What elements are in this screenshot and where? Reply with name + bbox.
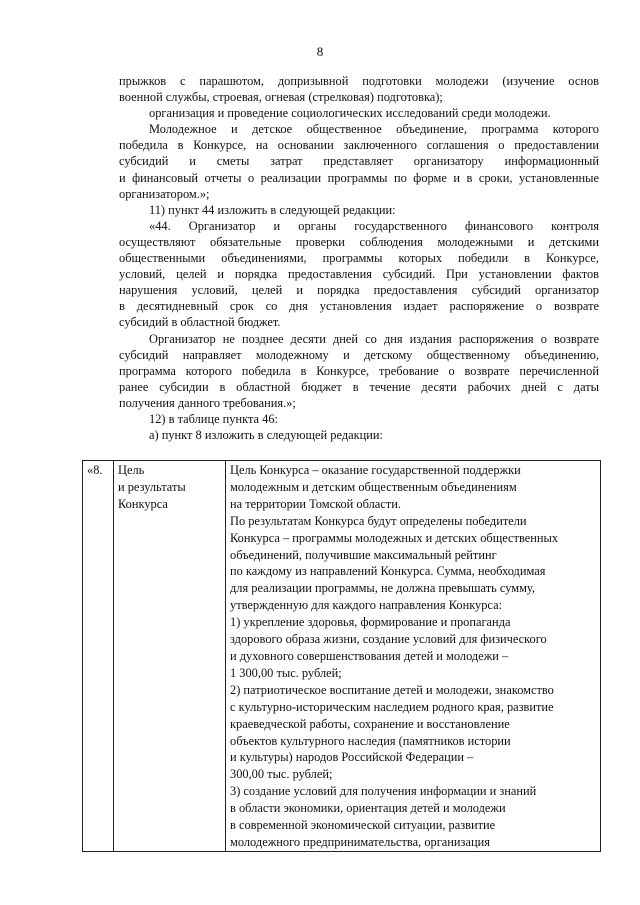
row-title-cell [114, 461, 226, 852]
content-line: краеведческой работы, сохранение и восстановление [230, 716, 510, 731]
amendment-table [82, 460, 601, 852]
table-row [83, 461, 601, 852]
body-line: «44. Организатор и органы государственного финансового контроля [149, 218, 599, 233]
content-line: объединений, получившие максимальный рейтинг [230, 547, 497, 562]
row-number: «8. [87, 463, 103, 477]
content-line: объектов культурного наследия (памятников истории [230, 733, 511, 748]
body-line: получения данного требования.»; [119, 395, 296, 410]
content-line: утвержденную для каждого направления Конкурса: [230, 598, 503, 613]
body-line: условий, целей и порядка предоставления субсидий. При установлении фактов [119, 267, 599, 282]
content-line: в области экономики, ориентация детей и молодежи [230, 801, 506, 816]
page-number: 8 [316, 44, 324, 59]
content-line: Цель Конкурса – оказание государственной поддержки [230, 463, 521, 477]
content-line: в современной экономической ситуации, развитие [230, 818, 496, 833]
body-line: в десятидневный срок со дня установления издает распоряжение о возврате [119, 299, 599, 314]
row-title-line: Конкурса [118, 496, 168, 511]
content-line: на территории Томской области. [230, 496, 401, 511]
content-line: по каждому из направлений Конкурса. Сумма, необходимая [230, 564, 546, 579]
body-line: программа которого победила в Конкурсе, требование о возврате перечисленной [119, 363, 599, 378]
content-line: Конкурса – программы молодежных и детских общественных [230, 530, 559, 545]
row-title-line: Цель [118, 463, 145, 477]
body-line: военной службы, строевая, огневая (стрелковая) подготовка); [119, 90, 443, 105]
content-line: и культуры) народов Российской Федерации – [230, 750, 474, 765]
body-line: 12) в таблице пункта 46: [149, 411, 278, 426]
content-line: 3) создание условий для получения информации и знаний [230, 784, 537, 799]
content-line: 1) укрепление здоровья, формирование и пропаганда [230, 615, 511, 630]
content-line: для реализации программы, не должна превышать сумму, [230, 581, 535, 596]
document-body [119, 73, 599, 443]
content-line: 2) патриотическое воспитание детей и молодежи, знакомство [230, 682, 554, 697]
body-line: организация и проведение социологических исследований среди молодежи. [149, 106, 551, 121]
content-line: здорового образа жизни, создание условий для физического [230, 632, 547, 647]
body-line: Молодежное и детское общественное объединение, программа которого [149, 122, 599, 137]
content-line: молодежного предпринимательства, организация [230, 834, 490, 849]
row-title-line: и результаты [118, 479, 186, 494]
content-line: 300,00 тыс. рублей; [230, 767, 333, 782]
content-line: 1 300,00 тыс. рублей; [230, 665, 342, 680]
content-line: и духовного совершенствования детей и молодежи – [230, 648, 509, 663]
body-line: 11) пункт 44 изложить в следующей редакции: [149, 202, 396, 217]
body-line: Организатор не позднее десяти дней со дня издания распоряжения о возврате [149, 331, 599, 346]
content-line: По результатам Конкурса будут определены победители [230, 513, 527, 528]
body-line: прыжков с парашютом, допризывной подготовки молодежи (изучение основ [119, 74, 599, 88]
body-line: субсидий и сметы затрат представляет организатору информационный [119, 154, 599, 169]
body-line: ранее субсидии в областной бюджет в течение десяти рабочих дней с даты [119, 379, 599, 394]
row-content-cell [226, 461, 601, 852]
body-line: субсидий в областной бюджет. [119, 315, 281, 330]
body-line: и финансовый отчеты о реализации программы по форме и в сроки, установленные [119, 170, 599, 185]
content-line: с культурно-историческим наследием родного края, развитие [230, 699, 554, 714]
body-line: субсидий направляет молодежному и детскому общественному объединению, [119, 347, 599, 362]
body-line: а) пункт 8 изложить в следующей редакции: [149, 428, 383, 443]
body-line: победила в Конкурсе, на основании заключенного соглашения о предоставлении [119, 138, 599, 153]
body-line: осуществляют обязательные проверки соблюдения молодежными и детскими [119, 234, 599, 249]
body-line: общественными объединениями, программы которых победили в Конкурсе, [119, 251, 599, 266]
body-line: организатором.»; [119, 186, 210, 201]
row-number-cell [83, 461, 114, 852]
body-line: нарушения условий, целей и порядка предоставления субсидий организатор [119, 283, 599, 298]
content-line: молодежным и детским общественным объединениям [230, 479, 517, 494]
